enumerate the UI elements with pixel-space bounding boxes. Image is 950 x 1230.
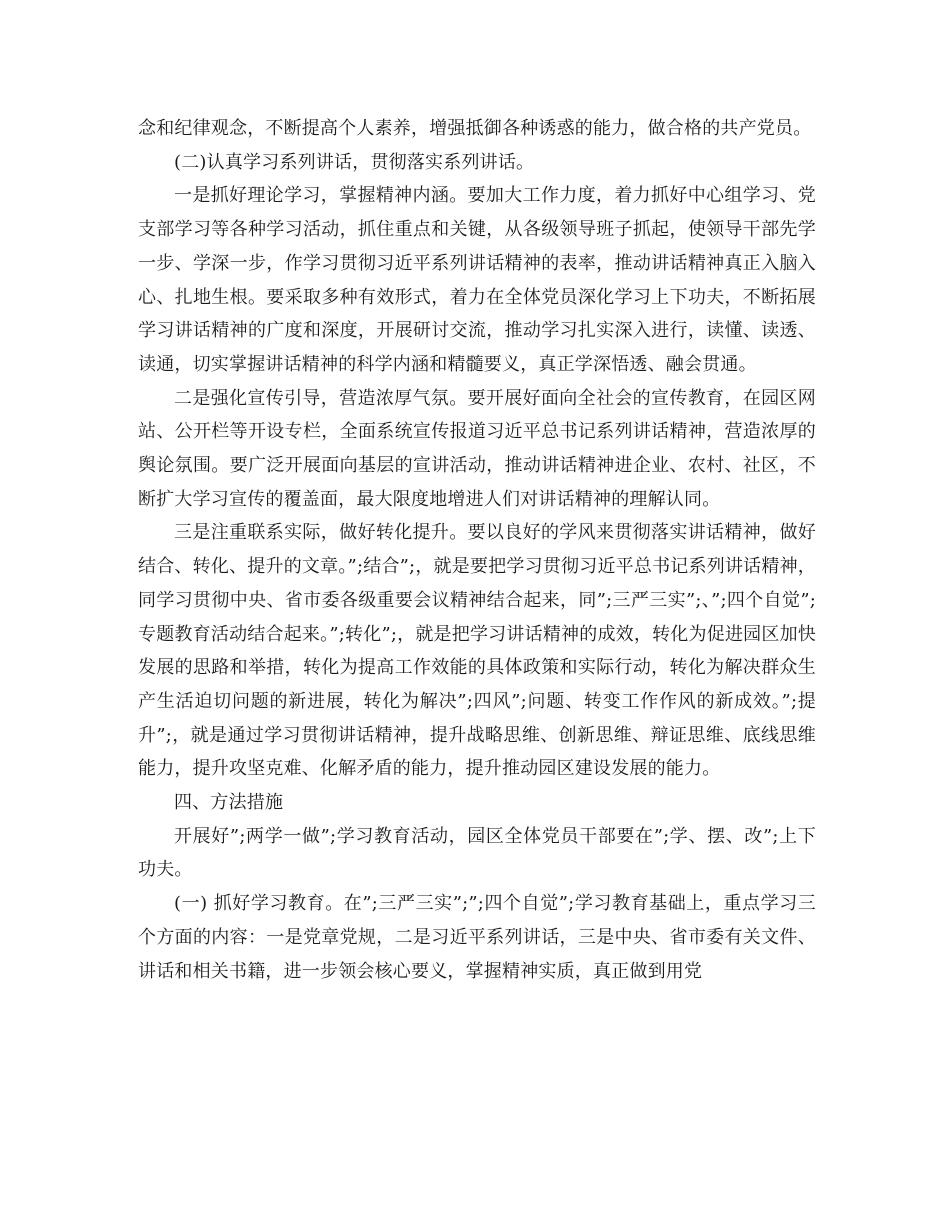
paragraph-practice: 三是注重联系实际，做好转化提升。要以良好的学风来贯彻落实讲话精神，做好结合、转化、提升的文章。”;结合”;，就是要把学习贯彻习近平总书记系列讲话精神，同学习贯彻中央、省市委各级重要会议精神结合起来，同”;三严三实”;、”;四个自觉”;专题教育活动结合起来。”;转化”;，就是把学习讲话精神的成效，转化为促进园区加快发展的思路和举措，转化为提高工作效能的具体政策和实际行动，转化为解决群众生产生活迫切问题的新进展，转化为解决”;四风”;问题、转变工作作风的新成效。”;提升”;，就是通过学习贯彻讲话精神，提升战略思维、创新思维、辩证思维、底线思维能力，提升攻坚克难、化解矛盾的能力，提升推动园区建设发展的能力。 — [138, 522, 816, 780]
section-heading-study-speeches: (二)认真学习系列讲话，贯彻落实系列讲话。 — [174, 151, 535, 173]
section-heading-methods: 四、方法措施 — [174, 792, 284, 814]
paragraph-theory-study: 一是抓好理论学习，掌握精神内涵。要加大工作力度，着力抓好中心组学习、党支部学习等各种学习活动，抓住重点和关键，从各级领导班子抓起，使领导干部先学一步、学深一步，作学习贯彻习近平系列讲话精神的表率，推动讲话精神真正入脑入心、扎地生根。要采取多种有效形式，着力在全体党员深化学习上下功夫，不断拓展学习讲话精神的广度和深度，开展研讨交流，推动学习扎实深入进行，读懂、读透、读通，切实掌握讲话精神的科学内涵和精髓要义，真正学深悟透、融会贯通。 — [138, 185, 816, 375]
paragraph-publicity: 二是强化宣传引导，营造浓厚气氛。要开展好面向全社会的宣传教育，在园区网站、公开栏等开设专栏，全面系统宣传报道习近平总书记系列讲话精神，营造浓厚的舆论氛围。要广泛开展面向基层的宣讲活动，推动讲话精神进企业、农村、社区，不断扩大学习宣传的覆盖面，最大限度地增进人们对讲话精神的理解认同。 — [138, 387, 816, 510]
paragraph-continuation: 念和纪律观念，不断提高个人素养，增强抵御各种诱惑的能力，做合格的共产党员。 — [138, 118, 812, 139]
document-page — [138, 112, 816, 988]
paragraph-study-education: (一) 抓好学习教育。在”;三严三实”;”;四个自觉”;学习教育基础上，重点学习三个方面的内容：一是党章党规，二是习近平系列讲话，三是中央、省市委有关文件、讲话和相关书籍，进一步领会核心要义，掌握精神实质，真正做到用党 — [138, 893, 816, 982]
paragraph-two-studies: 开展好”;两学一做”;学习教育活动，园区全体党员干部要在”;学、摆、改”;上下功夫。 — [138, 825, 816, 881]
